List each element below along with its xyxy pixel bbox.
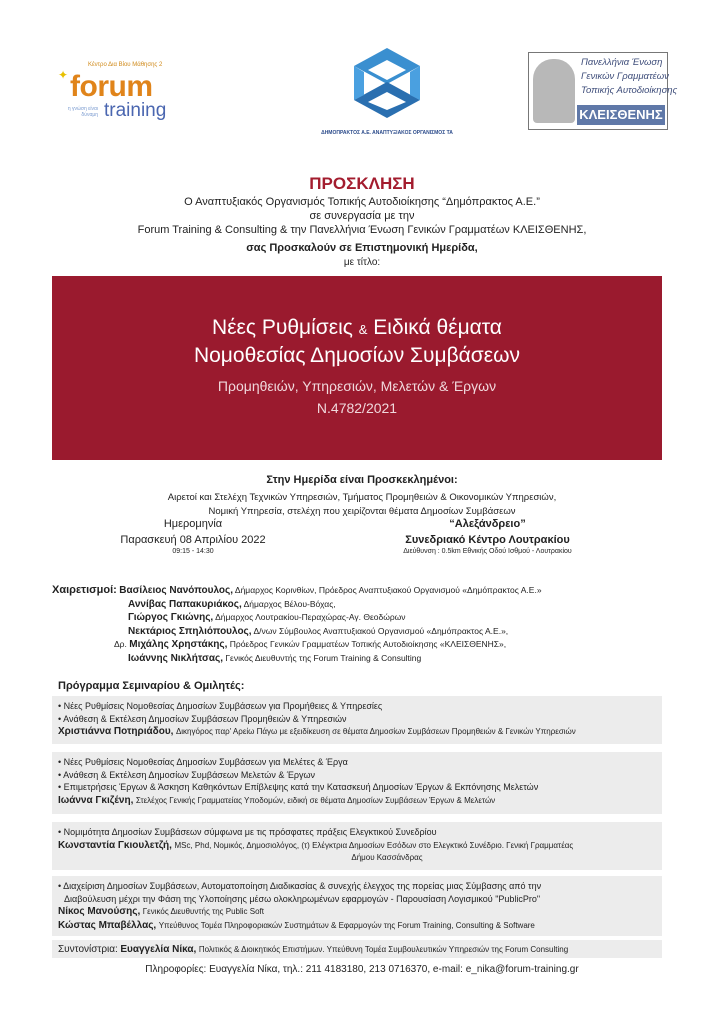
program-item-text: Ανάθεση & Εκτέλεση Δημοσίων Συμβάσεων Μελετών & Έργων <box>63 769 316 780</box>
banner-title-line2: Νομοθεσίας Δημοσίων Συμβάσεων <box>193 344 521 367</box>
program-box-4 <box>52 876 662 936</box>
speaker-row <box>58 725 656 739</box>
kleisthenis-line1: Πανελλήνια Ένωση <box>581 57 663 68</box>
invitation-line-4: σας Προσκαλούν σε Επιστημονική Ημερίδα, <box>246 242 478 254</box>
forum-logo-top-text: Κέντρο Δια Βίου Μάθησης 2 <box>88 62 163 68</box>
venue-place: Συνεδριακό Κέντρο Λουτρακίου <box>405 534 570 546</box>
speaker-name: Κώστας Μπαβέλλας, <box>58 919 157 931</box>
invitation-line-2: σε συνεργασία με την <box>309 210 415 222</box>
speaker-role: MSc, Phd, Νομικός, Δημοσιολόγος, (τ) Ελέγκτρια Δημοσίων Εσόδων στο Ελεγκτικό Συνέδριο. Γενική Γραμματέας <box>174 840 574 850</box>
greeting-role: Πρόεδρος Γενικών Γραμματέων Τοπικής Αυτοδιοίκησης «ΚΛΕΙΣΘΕΝΗΣ», <box>229 639 507 649</box>
greeting-row <box>52 625 672 639</box>
venue-address: Διεύθυνση : 0.5km Εθνικής Οδού Ισθμού - Λουτρακίου <box>403 548 572 555</box>
invited-line-1: Αιρετοί και Στελέχη Τεχνικών Υπηρεσιών, Τμήματος Προμηθειών & Οικονομικών Υπηρεσιών, <box>167 492 557 503</box>
greeting-row <box>52 611 672 625</box>
greeting-name: Βασίλειος Νανόπουλος, <box>119 585 233 596</box>
greeting-row <box>52 652 672 666</box>
banner-title-part-a: Νέες Ρυθμίσεις <box>212 316 353 339</box>
greeting-row <box>52 598 672 612</box>
program-item: • Ανάθεση & Εκτέλεση Δημοσίων Συμβάσεων Προμηθειών & Υπηρεσιών <box>58 713 347 724</box>
banner-law: Ν.4782/2021 <box>316 400 398 416</box>
coordinator-box <box>52 940 662 958</box>
banner-title-part-b: Ειδικά θέματα <box>373 316 502 339</box>
speaker-row <box>58 905 656 919</box>
kleisthenis-line2: Γενικών Γραμματέων <box>581 71 669 82</box>
program-item: • Επιμετρήσεις Έργων & Άσκηση Καθηκόντων Επίβλεψης κατά την Κατασκευή Δημοσίων Έργων & Εκπόνησης Μελετών <box>58 782 539 792</box>
speaker-role: Υπεύθυνος Τομέα Πληροφοριακών Συστημάτων & Εφαρμογών της Forum Training, Consulting & Software <box>158 920 535 930</box>
kleisthenis-name: ΚΛΕΙΣΘΕΝΗΣ <box>577 105 665 125</box>
speaker-name: Κωνσταντία Γκιουλετζή, <box>58 839 172 851</box>
greeting-row <box>52 638 672 652</box>
program-item-text: Νέες Ρυθμίσεις Νομοθεσίας Δημοσίων Συμβάσεων για Προμήθειες & Υπηρεσίες <box>63 701 383 711</box>
program-box-2 <box>52 752 662 814</box>
invitation-line-5: με τίτλο: <box>343 257 381 268</box>
program-item-text: Διαχείριση Δημοσίων Συμβάσεων, Αυτοματοποίηση Διαδικασίας & συνεχής έλεγχος της πορείας μιας Σύμβασης από την <box>63 881 542 891</box>
speaker-row <box>58 919 656 933</box>
greetings-label: Χαιρετισμοί: <box>52 584 117 596</box>
contact-info: Πληροφορίες: Ευαγγελία Νίκα, τηλ.: 211 4183180, 213 0716370, e-mail: e_nika@forum-training.gr <box>145 964 579 975</box>
title-banner <box>52 276 662 460</box>
dimoprakto-emblem-icon <box>348 44 426 122</box>
invitation-title: ΠΡΟΣΚΛΗΣΗ <box>309 174 415 193</box>
forum-logo-training: training <box>104 100 167 121</box>
bust-icon <box>533 59 575 123</box>
program-item-text: Νέες Ρυθμίσεις Νομοθεσίας Δημοσίων Συμβάσεων για Μελέτες & Έργα <box>63 757 348 767</box>
program-box-3 <box>52 822 662 870</box>
speaker-role-continued: Δήμου Κασσάνδρας <box>351 853 423 862</box>
speaker-name: Ιωάννα Γκιζένη, <box>58 794 134 806</box>
date-block <box>98 518 288 555</box>
greeting-role: Γενικός Διευθυντής της Forum Training & Consulting <box>225 652 422 663</box>
coordinator-role: Πολιτικός & Διοικητικός Επιστήμων. Υπεύθυνη Τομέα Συμβουλευτικών Υπηρεσιών της Forum Consulting <box>198 945 569 954</box>
banner-title-line1 <box>52 316 662 340</box>
greeting-role: Δήμαρχος Λουτρακίου-Περαχώρας-Αγ. Θεοδώρων <box>215 612 406 622</box>
invited-line-2: Νομική Υπηρεσία, στελέχη που χειρίζονται θέματα Δημοσίων Συμβάσεων <box>208 506 516 517</box>
date-label: Ημερομηνία <box>163 518 223 530</box>
greeting-role: Δήμαρχος Κορινθίων, Πρόεδρος Αναπτυξιακού Οργανισμού «Δημόπρακτος Α.Ε.» <box>234 585 542 595</box>
program-heading: Πρόγραμμα Σεμιναρίου & Ομιλητές: <box>58 680 245 692</box>
speaker-name: Νίκος Μανούσης, <box>58 906 141 917</box>
program-item: • Ανάθεση & Εκτέλεση Δημοσίων Συμβάσεων Μελετών & Έργων <box>58 769 316 780</box>
greeting-name: Γιώργος Γκιώνης, <box>128 612 214 623</box>
greeting-name: Μιχάλης Χρηστάκης, <box>129 639 228 650</box>
speaker-role: Γενικός Διευθυντής της Public Soft <box>142 907 264 916</box>
invited-heading: Στην Ημερίδα είναι Προσκεκλημένοι: <box>266 474 458 486</box>
speaker-name: Χριστιάννα Ποτηριάδου, <box>58 726 174 737</box>
forum-training-logo <box>58 62 178 124</box>
venue-block <box>380 518 595 555</box>
speaker-row <box>58 839 656 853</box>
program-item-text: Νομιμότητα Δημοσίων Συμβάσεων σύμφωνα με τις πρόσφατες πράξεις Ελεγκτικού Συνεδρίου <box>63 827 437 837</box>
greetings-block <box>52 584 672 665</box>
speaker-role: Δικηγόρος παρ' Αρείω Πάγω με εξειδίκευση σε θέματα Δημοσίων Συμβάσεων Προμηθειών & Γενικών Υπηρεσιών <box>175 727 576 736</box>
forum-logo-tagline: η γνώση είναι δύναμη <box>67 106 98 118</box>
invitation-line-1: Ο Αναπτυξιακός Οργανισμός Τοπικής Αυτοδιοίκησης “Δημόπρακτος Α.Ε.” <box>184 196 540 208</box>
program-item: • Νέες Ρυθμίσεις Νομοθεσίας Δημοσίων Συμβάσεων για Μελέτες & Έργα <box>58 757 348 767</box>
coordinator-name: Ευαγγελία Νίκα, <box>120 944 197 955</box>
program-item-text: Ανάθεση & Εκτέλεση Δημοσίων Συμβάσεων Προμηθειών & Υπηρεσιών <box>63 713 347 724</box>
program-item: • Διαχείριση Δημοσίων Συμβάσεων, Αυτοματοποίηση Διαδικασίας & συνεχής έλεγχος της πορείας μιας Σύμβασης από την <box>58 881 542 891</box>
dimoprakto-logo <box>312 40 462 140</box>
date-time: 09:15 - 14:30 <box>172 548 214 555</box>
venue-name: “Αλεξάνδρειο” <box>449 518 526 530</box>
coordinator-label: Συντονίστρια: <box>58 944 118 955</box>
date-value: Παρασκευή 08 Απριλίου 2022 <box>120 534 266 546</box>
program-item: • Νομιμότητα Δημοσίων Συμβάσεων σύμφωνα με τις πρόσφατες πράξεις Ελεγκτικού Συνεδρίου <box>58 827 437 837</box>
greeting-prefix: Δρ. <box>114 639 127 649</box>
speaker-role: Στελέχος Γενικής Γραμματείας Υποδομών, ειδική σε θέματα Δημοσίων Συμβάσεων Έργων & Μελετών <box>135 795 496 805</box>
program-item: • Νέες Ρυθμίσεις Νομοθεσίας Δημοσίων Συμβάσεων για Προμήθειες & Υπηρεσίες <box>58 701 383 711</box>
greeting-name: Αννίβας Παπακυριάκος, <box>128 598 242 610</box>
kleisthenis-line3: Τοπικής Αυτοδιοίκησης <box>581 85 678 96</box>
dimoprakto-caption: ΔΗΜΟΠΡΑΚΤΟΣ Α.Ε. ΑΝΑΠΤΥΞΙΑΚΟΣ ΟΡΓΑΝΙΣΜΟΣ ΤΑ <box>321 130 453 136</box>
program-item-continued: Διαβούλευση μέχρι την Φάση της Υλοποίησης μέσω ολοκληρωμένων εφαρμογών - Παρουσίαση Λογισμικού "PublicPro" <box>64 893 541 904</box>
program-box-1 <box>52 696 662 744</box>
banner-subtitle: Προμηθειών, Υπηρεσιών, Μελετών & Έργων <box>217 378 497 394</box>
greeting-name: Νεκτάριος Σπηλιόπουλος, <box>128 625 252 637</box>
program-item-text: Επιμετρήσεις Έργων & Άσκηση Καθηκόντων Επίβλεψης κατά την Κατασκευή Δημοσίων Έργων & Εκπόνησης Μελετών <box>63 782 539 792</box>
greeting-row <box>52 584 672 598</box>
kleisthenis-logo <box>528 52 678 130</box>
speaker-row <box>58 794 656 808</box>
invitation-line-3: Forum Training & Consulting & την Πανελλήνια Ένωση Γενικών Γραμματέων ΚΛΕΙΣΘΕΝΗΣ, <box>137 224 587 236</box>
forum-logo-word: forum <box>70 70 153 103</box>
greeting-name: Ιωάννης Νικλήτσας, <box>128 652 223 664</box>
greeting-role: Δήμαρχος Βέλου-Βόχας, <box>243 598 336 609</box>
star-icon: ✦ <box>58 68 69 82</box>
greeting-role: Δ/νων Σύμβουλος Αναπτυξιακού Οργανισμού «Δημόπρακτος Α.Ε.», <box>253 625 509 636</box>
banner-ampersand: & <box>358 322 368 337</box>
